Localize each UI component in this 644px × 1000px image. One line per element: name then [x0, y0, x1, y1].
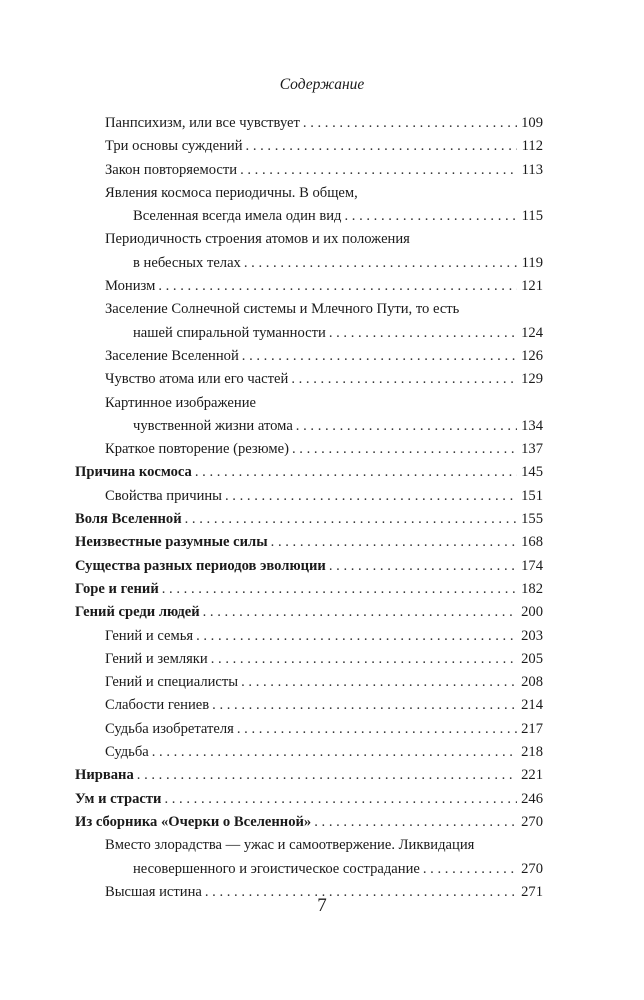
leader-dots [152, 741, 517, 764]
toc-entry-page: 112 [521, 138, 543, 155]
toc-entry-continuation [75, 205, 543, 228]
toc-entry [75, 438, 543, 461]
toc-entry-title: Периодичность строения атомов и их положения [105, 231, 410, 248]
toc-entry [75, 345, 543, 368]
toc-entry-title: Судьба изобретателя [105, 720, 234, 737]
toc-entry-title: Краткое повторение (резюме) [105, 441, 289, 458]
toc-entry-title-cont: в небесных телах [133, 254, 241, 271]
toc-entry-title: Гений среди людей [75, 604, 200, 621]
toc-entry-page: 217 [521, 720, 543, 737]
leader-dots [296, 415, 517, 438]
leader-dots [271, 531, 517, 554]
toc-entry-page: 113 [521, 161, 543, 178]
leader-dots [237, 718, 517, 741]
toc-entry-title: Воля Вселенной [75, 511, 182, 528]
toc-entry-page: 221 [521, 767, 543, 784]
toc-entry-title-cont: нашей спиральной туманности [133, 324, 326, 341]
toc-entry [75, 182, 543, 205]
leader-dots [225, 485, 517, 508]
toc-entry-page: 151 [521, 487, 543, 504]
toc-entry-page: 168 [521, 534, 543, 551]
toc-entry-page: 137 [521, 441, 543, 458]
toc-entry-title: Ум и страсти [75, 790, 162, 807]
toc-entry-page: 205 [521, 650, 543, 667]
toc-entry-page: 145 [521, 464, 543, 481]
leader-dots [158, 275, 517, 298]
toc-entry [75, 275, 543, 298]
toc-entry [75, 368, 543, 391]
leader-dots [241, 671, 517, 694]
toc-entry-continuation [75, 858, 543, 881]
leader-dots [246, 135, 517, 158]
toc-entry-page: 126 [521, 347, 543, 364]
toc-entry-title: Судьба [105, 744, 149, 761]
leader-dots [314, 811, 517, 834]
leader-dots [292, 438, 517, 461]
toc-entry-title: Слабости гениев [105, 697, 210, 714]
toc-entry-page: 200 [521, 604, 543, 621]
toc-entry [75, 461, 543, 484]
leader-dots [303, 112, 517, 135]
toc-entry [75, 764, 543, 787]
toc-entry-page: 218 [521, 744, 543, 761]
toc-entry-title: Существа разных периодов эволюции [75, 557, 326, 574]
leader-dots [242, 345, 517, 368]
toc-entry-title: Неизвестные разумные силы [75, 534, 268, 551]
page-number: 7 [317, 895, 327, 916]
toc-entry-page: 208 [521, 674, 543, 691]
toc-entry [75, 228, 543, 251]
leader-dots [195, 461, 517, 484]
toc-entry-continuation [75, 252, 543, 275]
toc-entry-page: 246 [521, 790, 543, 807]
toc-entry-title: Заселение Солнечной системы и Млечного Пути, то есть [105, 301, 460, 318]
leader-dots [162, 578, 517, 601]
toc-entry-title: Гений и семья [105, 627, 194, 644]
toc-entry [75, 741, 543, 764]
toc-entry-page: 203 [521, 627, 543, 644]
toc-entry-title: Горе и гений [75, 580, 159, 597]
toc-entry-continuation [75, 322, 543, 345]
toc-entry-page: 174 [521, 557, 543, 574]
leader-dots [329, 555, 517, 578]
running-header: Содержание [279, 76, 365, 93]
toc-entry [75, 555, 543, 578]
toc-entry-title: Гений и земляки [105, 650, 208, 667]
toc-entry [75, 485, 543, 508]
toc-entry [75, 135, 543, 158]
toc-entry-page: 129 [521, 371, 543, 388]
toc-entry [75, 788, 543, 811]
toc-entry [75, 298, 543, 321]
toc-entry [75, 718, 543, 741]
toc-entry [75, 648, 543, 671]
toc-entry-title: Монизм [105, 278, 156, 295]
table-of-contents [75, 112, 543, 904]
toc-entry-title-cont: несовершенного и эгоистическое сострадание [133, 860, 420, 877]
leader-dots [137, 764, 517, 787]
toc-entry-title: Причина космоса [75, 464, 192, 481]
toc-entry [75, 508, 543, 531]
toc-entry-title: Три основы суждений [105, 138, 243, 155]
toc-entry [75, 694, 543, 717]
toc-entry-page: 271 [521, 883, 543, 900]
toc-entry-page: 121 [521, 278, 543, 295]
toc-entry-title: Панпсихизм, или все чувствует [105, 115, 300, 131]
toc-entry [75, 601, 543, 624]
toc-entry-title: Свойства причины [105, 487, 222, 504]
toc-entry-title-cont: Вселенная всегда имела один вид [133, 208, 342, 225]
toc-entry-title: Из сборника «Очерки о Вселенной» [75, 813, 312, 830]
toc-entry-page: 270 [521, 813, 543, 830]
toc-entry-page: 109 [521, 115, 543, 131]
toc-entry [75, 625, 543, 648]
toc-entry-page: 155 [521, 511, 543, 528]
leader-dots [185, 508, 517, 531]
toc-entry-title: Вместо злорадства — ужас и самоотвержение. Ликвидация [105, 837, 475, 854]
toc-entry-title: Чувство атома или его частей [105, 371, 289, 388]
leader-dots [196, 625, 517, 648]
toc-entry-title: Картинное изображение [105, 394, 256, 411]
toc-entry-continuation [75, 415, 543, 438]
toc-entry-title: Заселение Вселенной [105, 347, 239, 364]
toc-entry [75, 112, 543, 135]
leader-dots [240, 159, 517, 182]
leader-dots [203, 601, 517, 624]
toc-entry-title: Гений и специалисты [105, 674, 239, 691]
toc-entry [75, 159, 543, 182]
toc-entry-page: 182 [521, 580, 543, 597]
toc-entry [75, 531, 543, 554]
toc-entry [75, 578, 543, 601]
leader-dots [164, 788, 517, 811]
toc-entry [75, 671, 543, 694]
leader-dots [329, 322, 517, 345]
toc-entry [75, 392, 543, 415]
leader-dots [423, 858, 517, 881]
toc-entry-title: Закон повторяемости [105, 161, 238, 178]
toc-entry-page: 115 [521, 208, 543, 225]
toc-entry-page: 214 [521, 697, 543, 714]
toc-entry-page: 124 [521, 324, 543, 341]
leader-dots [211, 648, 517, 671]
leader-dots [291, 368, 517, 391]
leader-dots [244, 252, 517, 275]
leader-dots [212, 694, 517, 717]
toc-entry-title: Нирвана [75, 767, 134, 784]
toc-entry [75, 811, 543, 834]
toc-entry-title: Явления космоса периодичны. В общем, [105, 184, 358, 201]
toc-entry-title: Высшая истина [105, 883, 202, 900]
toc-entry [75, 834, 543, 857]
leader-dots [344, 205, 517, 228]
toc-entry-page: 119 [521, 254, 543, 271]
toc-entry-page: 270 [521, 860, 543, 877]
toc-entry-page: 134 [521, 417, 543, 434]
toc-entry-title-cont: чувственной жизни атома [133, 417, 293, 434]
